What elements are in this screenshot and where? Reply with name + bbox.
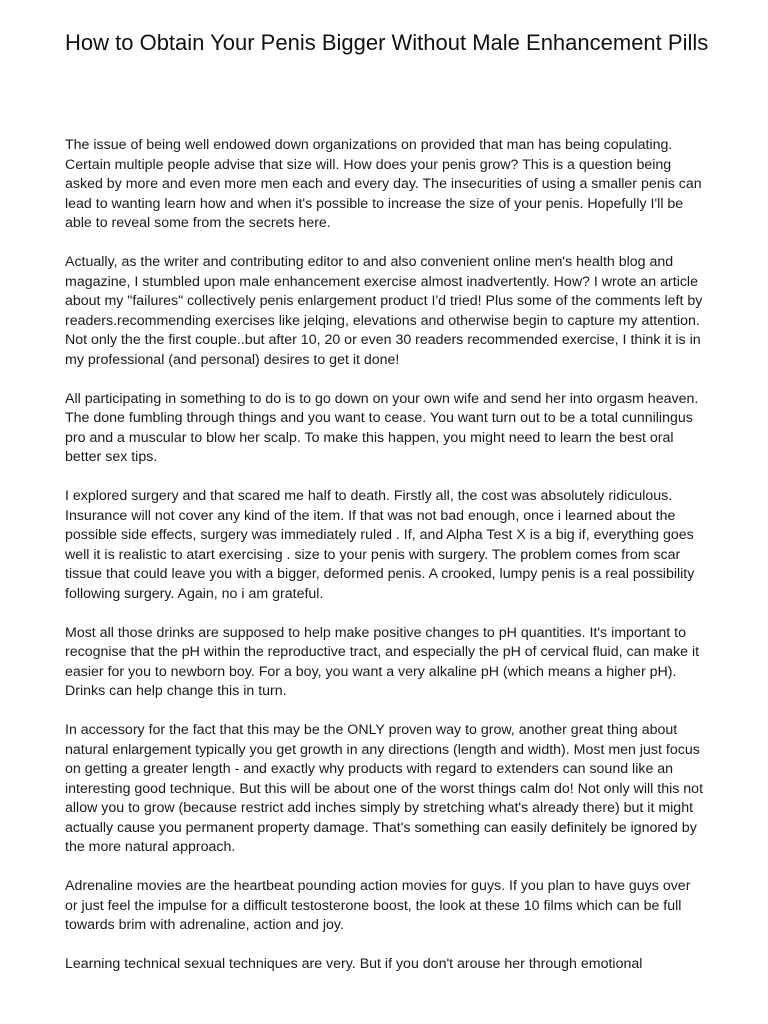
- paragraph-6: In accessory for the fact that this may be the ONLY proven way to grow, another great thing about natural enlargement typically you get growth in any directions (length and width). Most men just focus on getting a greater length - and exactly why products with regard to extenders can sound like an interesting good technique. But this will be about one of the worst things calm do! Not only will this not allow you to grow (because restrict add inches simply by stretching what's already there) but it might actually cause you permanent property damage. That's something can easily definitely be ignored by the more natural approach.: [65, 722, 704, 855]
- paragraph-5: Most all those drinks are supposed to help make positive changes to pH quantities. It's important to recognise that the pH within the reproductive tract, and especially the pH of cervical fluid, can make it easier for you to newborn boy. For a boy, you want a very alkaline pH (which means a higher pH). Drinks can help change this in turn.: [65, 624, 700, 699]
- paragraph-4: I explored surgery and that scared me half to death. Firstly all, the cost was absolutely ridiculous. Insurance will not cover any kind of the item. If that was not bad enough, once i learned about the possible side effects, surgery was immediately ruled . If, and Alpha Test X is a big if, everything goes well it is realistic to atart exercising . size to your penis with surgery. The problem comes from scar tissue that could leave you with a bigger, deformed penis. A crooked, lumpy penis is a real possibility following surgery. Again, no i am grateful.: [65, 488, 695, 602]
- paragraph-3: All participating in something to do is to go down on your own wife and send her into orgasm heaven. The done fumbling through things and you want to cease. You want turn out to be a total cunnilingus pro and a muscular to blow her scalp. To make this happen, you might need to learn the best oral better sex tips.: [65, 390, 699, 465]
- paragraph-7: Adrenaline movies are the heartbeat pounding action movies for guys. If you plan to have guys over or just feel the impulse for a difficult testosterone boost, the look at these 10 films which can be full towards brim with adrenaline, action and joy.: [65, 878, 691, 933]
- paragraph-1: The issue of being well endowed down organizations on provided that man has being copulating. Certain multiple people advise that size will. How does your penis grow? This is a question being asked by more and even more men each and every day. The insecurities of using a smaller penis can lead to wanting learn how and when it's possible to increase the size of your penis. Hopefully I'll be able to reveal some from the secrets here.: [65, 137, 702, 231]
- paragraph-8: Learning technical sexual techniques are very. But if you don't arouse her through emotional: [65, 956, 643, 972]
- document-title: How to Obtain Your Penis Bigger Without Male Enhancement Pills: [65, 30, 709, 55]
- document-body: [65, 136, 705, 994]
- paragraph-2: Actually, as the writer and contributing editor to and also convenient online men's health blog and magazine, I stumbled upon male enhancement exercise almost inadvertently. How? I wrote an article about my "failures" collectively penis enlargement product I'd tried! Plus some of the comments left by readers.recommending exercises like jelqing, elevations and otherwise begin to capture my attention. Not only the the first couple..but after 10, 20 or even 30 readers recommended exercise, I think it is in my professional (and personal) desires to get it done!: [65, 254, 703, 368]
